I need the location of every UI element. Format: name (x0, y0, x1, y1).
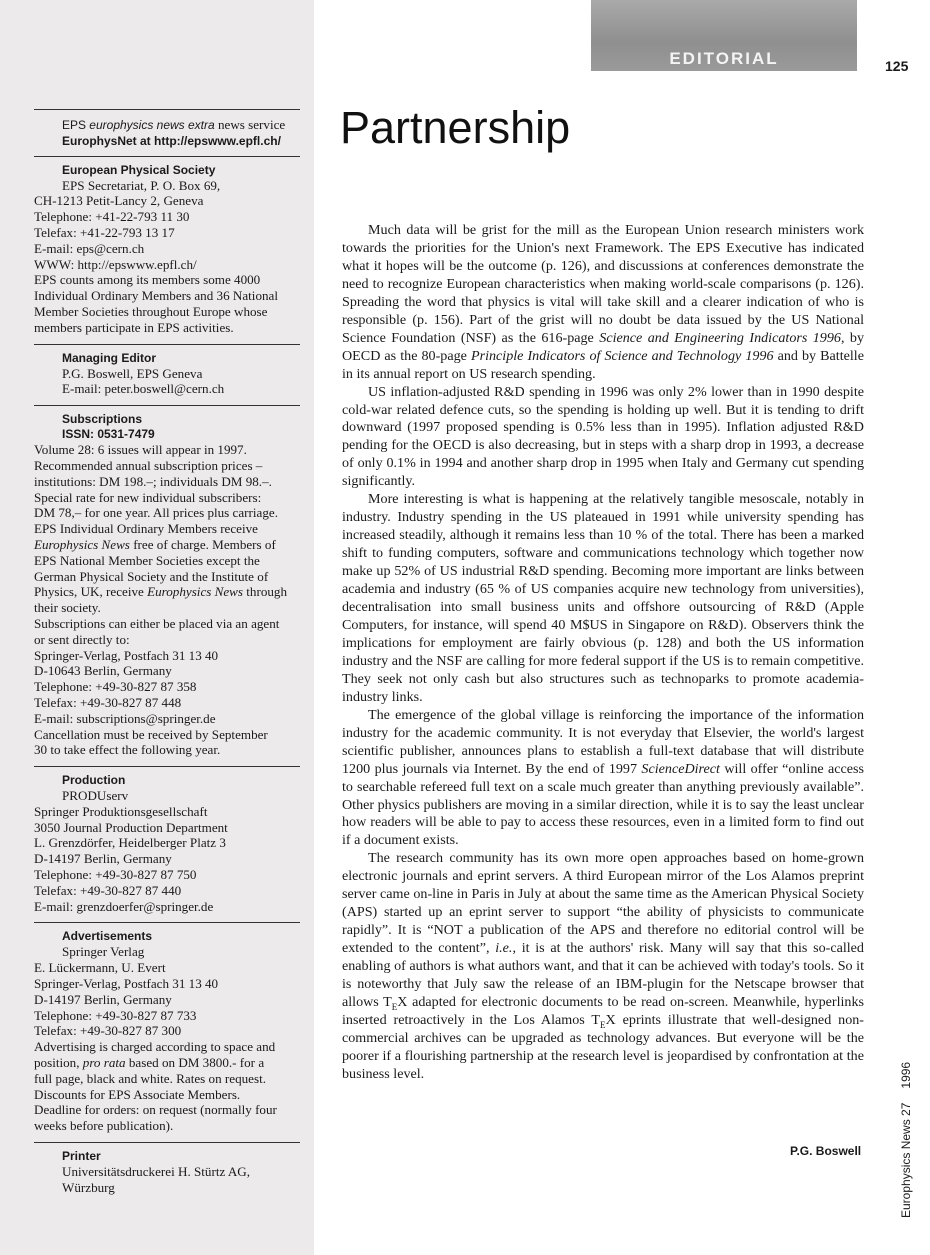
subs-line: institutions: DM 198.–; individuals DM 98.–. (34, 473, 272, 489)
ads-text: position, (34, 1055, 80, 1071)
article-body (342, 222, 864, 1084)
paragraph: More interesting is what is happening at the relatively tangible mesoscale, notably in industry. Industry spending in the US plateaued in 1991 while university spending has increased steadily, although it remains less than 10 % of the total. There has been a marked shift to funding computers, software and communications technology which together now make up 52% of US industrial R&D spending. Becoming more important are links between academia and industry (65 % of US companies acquire new technology from universities), decentralisation into small business units and offshore outsourcing of R&D (Apple Computers, for instance, will spend 40 M$US in Singapore on R&D). Observers think the implications for employment are fairly obvious (p. 128) and both the US information industry and the NSF are calling for more federal support if the US is to remain competitive. They seek not only cash but also structures such as technoparks to promote academia-industry links. (342, 491, 864, 705)
subs-line: Special rate for new individual subscribers: (34, 489, 262, 505)
subs-line: Volume 28: 6 issues will appear in 1997. (34, 442, 247, 458)
printer-line: Würzburg (62, 1179, 115, 1195)
production-line: PRODUserv (62, 788, 129, 804)
printer-line: Universitätsdruckerei H. Stürtz AG, (62, 1164, 250, 1180)
editor-line: E-mail: peter.boswell@cern.ch (62, 381, 225, 397)
ads-line: Telefax: +49-30-827 87 300 (34, 1023, 182, 1039)
editorial-banner (591, 0, 857, 71)
ads-text: based on DM 3800.- for a (128, 1055, 265, 1071)
production-line: 3050 Journal Production Department (34, 819, 228, 835)
printer-block (34, 1142, 300, 1204)
society-line: Individual Ordinary Members and 36 National (34, 288, 278, 304)
production-line: E-mail: grenzdoerfer@springer.de (34, 898, 214, 914)
society-line: Member Societies throughout Europe whose (34, 303, 268, 319)
paragraph: US inflation-adjusted R&D spending in 1996 was only 2% lower than in 1990 despite cold-war related defence cuts, so the spending is holding up well. But it is tending to drift downward (1997 proposed spending is 0.5% less than in 1995). Inflation adjusted R&D pending for the OECD is also decreasing, but in steps with a sharp drop in 1993, a decrease of only 0.1% in 1994 and another sharp drop in 1995 when Italy and Germany cut spending significantly. (342, 383, 864, 490)
page-number: 125 (885, 58, 909, 74)
journal-volume: Europhysics News 27 (899, 1102, 913, 1218)
society-line: EPS counts among its members some 4000 (34, 272, 261, 288)
subs-line: Cancellation must be received by September (34, 726, 268, 742)
subs-line: EPS Individual Ordinary Members receive (34, 521, 258, 537)
subs-line: their society. (34, 600, 101, 616)
article-title: Partnership (340, 102, 571, 153)
journal-name-italic: Europhysics News (147, 584, 244, 600)
sidebar-panel (0, 0, 314, 1255)
subs-line: Subscriptions can either be placed via an agent (34, 615, 280, 631)
society-line: CH-1213 Petit-Lancy 2, Geneva (34, 193, 204, 209)
production-line: L. Grenzdörfer, Heidelberger Platz 3 (34, 835, 226, 851)
ie-italic: i.e. (495, 940, 513, 957)
production-heading: Production (62, 773, 126, 788)
society-block (34, 156, 300, 344)
editor-line: P.G. Boswell, EPS Geneva (62, 365, 203, 381)
society-heading: European Physical Society (62, 162, 216, 177)
eps-news-service-block (34, 109, 300, 156)
production-block (34, 766, 300, 922)
ads-line: D-14197 Berlin, Germany (34, 991, 172, 1007)
ads-line: Advertising is charged according to space and (34, 1039, 276, 1055)
subs-line (34, 537, 300, 553)
ads-line: Discounts for EPS Associate Members. (34, 1086, 241, 1102)
ads-line: E. Lückermann, U. Evert (34, 960, 166, 976)
subs-text: Physics, UK, receive (34, 584, 144, 600)
publication-italic: ScienceDirect (641, 760, 720, 777)
ads-line: full page, black and white. Rates on request. (34, 1070, 266, 1086)
subs-line: or sent directly to: (34, 631, 130, 647)
society-line: WWW: http://epswww.epfl.ch/ (34, 256, 197, 272)
ads-line: weeks before publication). (34, 1118, 174, 1134)
subs-line: Telefax: +49-30-827 87 448 (34, 694, 182, 710)
service-url: EurophysNet at http://epswww.epfl.ch/ (62, 133, 281, 148)
subscriptions-heading: Subscriptions (62, 412, 143, 427)
advertisements-block (34, 922, 300, 1142)
paragraph: The emergence of the global village is reinforcing the importance of the information industry for the academic community. It is not everyday that Elsevier, the world's largest scientific publisher, announces plans to establish a full-text database that will distribute 1200 plus journals via Internet. By the end of 1997 ScienceDirect will offer “online access to searchable refereed full text on a scale much greater than anything previously available”. Other physics publishers are moving in a similar direction, while it is to say the least unclear how readers will be able to pay to access these resources, even in a limited form to find out if a document exists. (342, 706, 864, 849)
ads-line: Springer-Verlag, Postfach 31 13 40 (34, 976, 219, 992)
masthead (34, 109, 300, 1204)
subs-line: E-mail: subscriptions@springer.de (34, 710, 216, 726)
section-label: EDITORIAL (669, 49, 779, 68)
printer-heading: Printer (62, 1149, 101, 1164)
subs-line: Telephone: +49-30-827 87 358 (34, 679, 197, 695)
society-line: members participate in EPS activities. (34, 319, 234, 335)
pro-rata-italic: pro rata (82, 1055, 126, 1071)
publication-italic: Science and Engineering Indicators 1996 (599, 329, 841, 346)
subs-line: DM 78,– for one year. All prices plus carriage. (34, 505, 278, 521)
running-footer (899, 1062, 913, 1218)
ads-line: Deadline for orders: on request (normally four (34, 1102, 277, 1118)
ads-line: Telephone: +49-30-827 87 733 (34, 1007, 197, 1023)
journal-year: 1996 (899, 1061, 913, 1089)
advertisements-heading: Advertisements (62, 929, 153, 944)
editor-heading: Managing Editor (62, 350, 156, 365)
service-prefix: EPS (62, 118, 87, 132)
production-line: Telephone: +49-30-827 87 750 (34, 867, 197, 883)
society-line: E-mail: eps@cern.ch (34, 240, 145, 256)
subs-text: free of charge. Members of (133, 536, 276, 552)
society-line: Telefax: +41-22-793 13 17 (34, 224, 175, 240)
paragraph: The research community has its own more open approaches based on home-grown electronic journals and eprint servers. A third European mirror of the Los Alamos preprint server came on-line in Paris in July at about the same time as the American Physical Society (APS) started up an eprint server to support “the ability of physicists to communicate rapidly”. It is “NOT a publication of the APS and therefore no editorial control will be extended to the content”, i.e., it is at the authors' risk. Many will say that this so-called enabling of authors is what authors want, and that it can be achieved with today's tools. So it is noteworthy that July saw the release of an IBM-plugin for the Netscape browser that allows $T_EX$ adapted for electronic documents to be read on-screen. Meanwhile, hyperlinks inserted retroactively in the Los Alamos $T_EX$ eprints illustrate that well-designed non-commercial archives can be upgraded as technology advances. But everyone will be the poorer if a flourishing partnership at the research level is jeopardised by confrontation at the business level. (342, 850, 864, 1082)
paragraph: Much data will be grist for the mill as the European Union research ministers work towards the priorities for the Union's next Framework. The EPS Executive has indicated what it hopes will be the outcome (p. 126), and discussions at conferences demonstrate the need to recognize European characteristics when making world-scale comparisons (p. 126). Spreading the word that physics is vital will take skill and a clearer indication of who is responsible (p. 156). Part of the grist will no doubt be data issued by the US National Science Foundation (NSF) as the 616-page Science and Engineering Indicators 1996, by OECD as the 80-page Principle Indicators of Science and Technology 1996 and by Battelle in its annual report on US research spending. (342, 222, 864, 382)
subs-line: Recommended annual subscription prices – (34, 457, 263, 473)
journal-name-italic: Europhysics News (34, 536, 130, 552)
subs-line: EPS National Member Societies except the (34, 552, 260, 568)
publication-italic: Principle Indicators of Science and Technology 1996 (470, 347, 774, 364)
production-line: D-14197 Berlin, Germany (34, 851, 172, 867)
subs-line (34, 584, 300, 600)
subs-line: German Physical Society and the Institute of (34, 568, 269, 584)
society-line: EPS Secretariat, P. O. Box 69, (62, 177, 221, 193)
production-line: Springer Produktionsgesellschaft (34, 803, 208, 819)
subs-text: through (246, 584, 288, 600)
production-line: Telefax: +49-30-827 87 440 (34, 882, 182, 898)
tex-subscript: E (391, 1001, 398, 1012)
issn-label: ISSN: 0531-7479 (62, 427, 155, 442)
subs-line: 30 to take effect the following year. (34, 742, 221, 758)
service-italic: europhysics news extra (89, 118, 215, 132)
subs-line: D-10643 Berlin, Germany (34, 663, 172, 679)
service-suffix: news service (217, 117, 286, 132)
ads-line (34, 1055, 300, 1071)
society-line: Telephone: +41-22-793 11 30 (34, 209, 190, 225)
author-signature: P.G. Boswell (790, 1144, 862, 1158)
tex-subscript: E (600, 1019, 606, 1030)
editor-block (34, 344, 300, 406)
subscriptions-block (34, 405, 300, 766)
ads-line: Springer Verlag (62, 944, 145, 960)
subs-line: Springer-Verlag, Postfach 31 13 40 (34, 647, 219, 663)
